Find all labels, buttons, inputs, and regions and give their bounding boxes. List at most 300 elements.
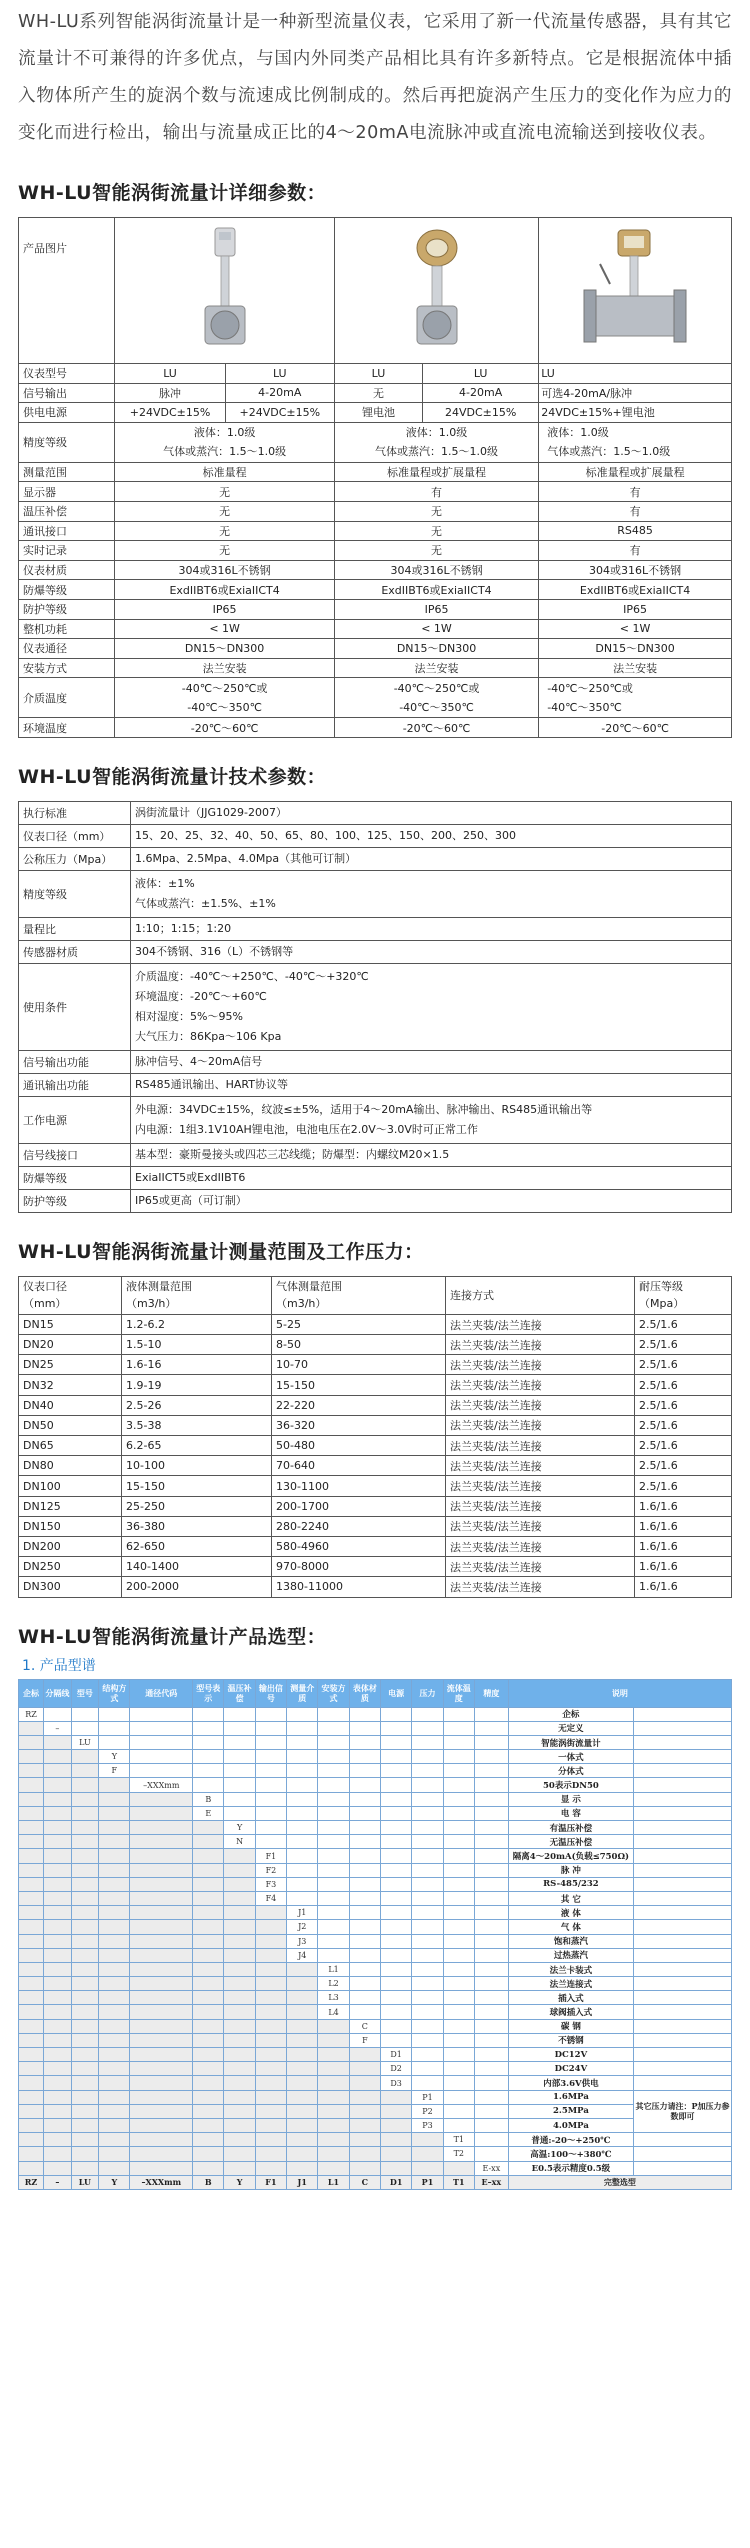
selection-spacer bbox=[255, 1764, 286, 1778]
tech-label: 防爆等级 bbox=[19, 1166, 131, 1189]
range-cell: 2.5/1.6 bbox=[635, 1415, 732, 1435]
selection-spacer bbox=[71, 2147, 99, 2161]
range-cell: 法兰夹装/法兰连接 bbox=[446, 1335, 635, 1355]
selection-spacer bbox=[634, 1948, 732, 1962]
range-cell: 50-480 bbox=[272, 1436, 446, 1456]
selection-row bbox=[19, 2019, 732, 2033]
selection-spacer bbox=[349, 1991, 380, 2005]
selection-spacer bbox=[255, 1962, 286, 1976]
selection-spacer bbox=[255, 2076, 286, 2090]
selection-spacer bbox=[474, 2076, 508, 2090]
selection-spacer bbox=[381, 1920, 412, 1934]
selection-spacer bbox=[44, 2090, 72, 2104]
selection-spacer bbox=[443, 1948, 474, 1962]
selection-spacer bbox=[349, 1977, 380, 1991]
tech-row bbox=[19, 801, 732, 824]
section4-subheading: 1. 产品型谱 bbox=[22, 1657, 96, 1674]
selection-header-cell: 表体材质 bbox=[349, 1679, 380, 1707]
selection-row bbox=[19, 1863, 732, 1877]
selection-spacer bbox=[224, 1906, 255, 1920]
selection-spacer bbox=[349, 2118, 380, 2132]
selection-spacer bbox=[443, 1920, 474, 1934]
selection-row bbox=[19, 1977, 732, 1991]
tech-label: 防护等级 bbox=[19, 1189, 131, 1212]
tech-label: 工作电源 bbox=[19, 1096, 131, 1143]
param-value: 24VDC±15% bbox=[423, 403, 539, 423]
selection-spacer bbox=[19, 2076, 44, 2090]
selection-spacer bbox=[44, 2104, 72, 2118]
selection-spacer bbox=[255, 1920, 286, 1934]
selection-spacer bbox=[318, 2019, 349, 2033]
selection-spacer bbox=[255, 1707, 286, 1721]
tech-value bbox=[131, 963, 732, 1050]
selection-spacer bbox=[19, 2048, 44, 2062]
selection-spacer bbox=[224, 1991, 255, 2005]
selection-spacer bbox=[634, 1707, 732, 1721]
selection-spacer bbox=[224, 1948, 255, 1962]
selection-spacer bbox=[287, 1849, 318, 1863]
selection-spacer bbox=[99, 2090, 130, 2104]
tech-row bbox=[19, 1096, 732, 1143]
selection-spacer bbox=[99, 1863, 130, 1877]
tech-label: 公称压力（Mpa） bbox=[19, 847, 131, 870]
param-value: 有 bbox=[334, 482, 538, 502]
selection-row bbox=[19, 2062, 732, 2076]
tech-row bbox=[19, 917, 732, 940]
selection-spacer bbox=[443, 1806, 474, 1820]
selection-desc: 智能涡街流量计 bbox=[508, 1735, 633, 1749]
section3-heading: WH-LU智能涡街流量计测量范围及工作压力： bbox=[18, 1240, 424, 1263]
tech-value bbox=[131, 847, 732, 870]
selection-spacer bbox=[287, 2133, 318, 2147]
selection-row bbox=[19, 1835, 732, 1849]
selection-spacer bbox=[381, 2005, 412, 2019]
selection-spacer bbox=[349, 2133, 380, 2147]
selection-spacer bbox=[381, 1707, 412, 1721]
selection-spacer bbox=[443, 2048, 474, 2062]
selection-spacer bbox=[19, 1849, 44, 1863]
selection-spacer bbox=[224, 1792, 255, 1806]
final-code: T1 bbox=[443, 2175, 474, 2189]
range-row bbox=[19, 1536, 732, 1556]
selection-spacer bbox=[99, 1991, 130, 2005]
flowmeter-display-image bbox=[402, 224, 472, 354]
selection-row bbox=[19, 1778, 732, 1792]
selection-spacer bbox=[71, 1962, 99, 1976]
param-value: 法兰安装 bbox=[539, 658, 732, 678]
selection-row bbox=[19, 1920, 732, 1934]
tech-row bbox=[19, 1073, 732, 1096]
value-line: 液体：1.0级 bbox=[547, 426, 609, 440]
selection-spacer bbox=[443, 2005, 474, 2019]
selection-spacer bbox=[412, 1906, 443, 1920]
range-cell: 1.6/1.6 bbox=[635, 1557, 732, 1577]
param-row bbox=[19, 599, 732, 619]
selection-spacer bbox=[412, 1948, 443, 1962]
param-value: LU bbox=[225, 364, 334, 384]
selection-spacer bbox=[130, 1721, 193, 1735]
selection-spacer bbox=[193, 1891, 224, 1905]
selection-code: LU bbox=[71, 1735, 99, 1749]
selection-desc: 插入式 bbox=[508, 1991, 633, 2005]
selection-desc: 高温:100～+380℃ bbox=[508, 2147, 633, 2161]
selection-spacer bbox=[443, 2161, 474, 2175]
final-code: –XXXmm bbox=[130, 2175, 193, 2189]
selection-spacer bbox=[99, 2019, 130, 2033]
selection-spacer bbox=[634, 1778, 732, 1792]
selection-spacer bbox=[99, 1806, 130, 1820]
selection-spacer bbox=[71, 1778, 99, 1792]
selection-row bbox=[19, 2090, 732, 2104]
final-code: RZ bbox=[19, 2175, 44, 2189]
selection-spacer bbox=[634, 2161, 732, 2175]
selection-spacer bbox=[193, 2090, 224, 2104]
selection-spacer bbox=[255, 1906, 286, 1920]
selection-spacer bbox=[412, 1806, 443, 1820]
range-cell: 法兰夹装/法兰连接 bbox=[446, 1516, 635, 1536]
selection-spacer bbox=[349, 1849, 380, 1863]
param-value: +24VDC±15% bbox=[225, 403, 334, 423]
selection-spacer bbox=[71, 1835, 99, 1849]
selection-spacer bbox=[381, 1977, 412, 1991]
selection-spacer bbox=[130, 1750, 193, 1764]
selection-spacer bbox=[224, 2033, 255, 2047]
selection-row bbox=[19, 1877, 732, 1891]
selection-spacer bbox=[443, 2090, 474, 2104]
selection-spacer bbox=[443, 1977, 474, 1991]
selection-spacer bbox=[412, 1977, 443, 1991]
selection-spacer bbox=[44, 1849, 72, 1863]
tech-value-line: 大气压力：86Kpa～106 Kpa bbox=[135, 1029, 282, 1043]
selection-spacer bbox=[318, 1920, 349, 1934]
selection-spacer bbox=[443, 2118, 474, 2132]
selection-spacer bbox=[71, 1920, 99, 1934]
tech-row bbox=[19, 1143, 732, 1166]
selection-spacer bbox=[318, 2147, 349, 2161]
selection-spacer bbox=[71, 1863, 99, 1877]
selection-spacer bbox=[381, 1906, 412, 1920]
range-cell: DN32 bbox=[19, 1375, 122, 1395]
selection-spacer bbox=[474, 1863, 508, 1877]
selection-code: F4 bbox=[255, 1891, 286, 1905]
range-cell: 200-1700 bbox=[272, 1496, 446, 1516]
selection-spacer bbox=[71, 1877, 99, 1891]
range-cell: 法兰夹装/法兰连接 bbox=[446, 1436, 635, 1456]
selection-final-row bbox=[19, 2175, 732, 2189]
selection-spacer bbox=[287, 2005, 318, 2019]
selection-row bbox=[19, 1707, 732, 1721]
selection-spacer bbox=[224, 1721, 255, 1735]
selection-spacer bbox=[381, 2161, 412, 2175]
tech-value bbox=[131, 1050, 732, 1073]
selection-spacer bbox=[193, 1977, 224, 1991]
selection-spacer bbox=[224, 1750, 255, 1764]
selection-spacer bbox=[193, 1920, 224, 1934]
selection-spacer bbox=[19, 1920, 44, 1934]
selection-spacer bbox=[44, 1877, 72, 1891]
selection-desc: 饱和蒸汽 bbox=[508, 1934, 633, 1948]
selection-row bbox=[19, 1991, 732, 2005]
selection-row bbox=[19, 1721, 732, 1735]
selection-spacer bbox=[634, 1721, 732, 1735]
selection-spacer bbox=[318, 1934, 349, 1948]
range-cell: 36-380 bbox=[122, 1516, 272, 1536]
selection-spacer bbox=[634, 2133, 732, 2147]
selection-spacer bbox=[71, 1977, 99, 1991]
selection-desc: 50表示DN50 bbox=[508, 1778, 633, 1792]
range-cell: DN65 bbox=[19, 1436, 122, 1456]
range-cell: 36-320 bbox=[272, 1415, 446, 1435]
param-value: 无 bbox=[334, 541, 538, 561]
selection-spacer bbox=[443, 1962, 474, 1976]
selection-spacer bbox=[318, 1721, 349, 1735]
selection-header-cell: 精度 bbox=[474, 1679, 508, 1707]
range-cell: DN300 bbox=[19, 1577, 122, 1597]
selection-spacer bbox=[443, 1821, 474, 1835]
param-value: -20℃～60℃ bbox=[115, 718, 334, 738]
range-cell: DN100 bbox=[19, 1476, 122, 1496]
selection-desc: 有温压补偿 bbox=[508, 1821, 633, 1835]
selection-spacer bbox=[130, 1849, 193, 1863]
selection-spacer bbox=[381, 1962, 412, 1976]
selection-spacer bbox=[474, 1991, 508, 2005]
selection-spacer bbox=[349, 1906, 380, 1920]
param-value-multiline bbox=[539, 678, 732, 718]
header-line: （m3/h） bbox=[276, 1297, 327, 1311]
selection-spacer bbox=[381, 2090, 412, 2104]
selection-spacer bbox=[130, 1891, 193, 1905]
selection-spacer bbox=[634, 1877, 732, 1891]
selection-spacer bbox=[19, 2104, 44, 2118]
selection-spacer bbox=[412, 2005, 443, 2019]
selection-spacer bbox=[71, 2118, 99, 2132]
selection-spacer bbox=[224, 2005, 255, 2019]
selection-spacer bbox=[193, 1962, 224, 1976]
selection-spacer bbox=[19, 1821, 44, 1835]
range-cell: 22-220 bbox=[272, 1395, 446, 1415]
selection-spacer bbox=[474, 2033, 508, 2047]
selection-spacer bbox=[255, 2033, 286, 2047]
selection-spacer bbox=[474, 1877, 508, 1891]
selection-spacer bbox=[443, 1792, 474, 1806]
selection-spacer bbox=[224, 1707, 255, 1721]
param-value: LU bbox=[423, 364, 539, 384]
param-value-multiline bbox=[115, 678, 334, 718]
param-value: < 1W bbox=[539, 619, 732, 639]
param-value: 无 bbox=[115, 521, 334, 541]
selection-spacer bbox=[287, 1863, 318, 1877]
selection-spacer bbox=[443, 1707, 474, 1721]
range-cell: 法兰夹装/法兰连接 bbox=[446, 1536, 635, 1556]
selection-spacer bbox=[381, 1806, 412, 1820]
param-label: 仪表通径 bbox=[19, 639, 115, 659]
selection-spacer bbox=[412, 1863, 443, 1877]
param-value: IP65 bbox=[539, 599, 732, 619]
param-row bbox=[19, 521, 732, 541]
selection-spacer bbox=[381, 1764, 412, 1778]
selection-spacer bbox=[130, 2104, 193, 2118]
selection-spacer bbox=[130, 1735, 193, 1749]
tech-value bbox=[131, 1096, 732, 1143]
selection-spacer bbox=[130, 1906, 193, 1920]
param-row bbox=[19, 580, 732, 600]
selection-row bbox=[19, 1849, 732, 1863]
selection-code: L3 bbox=[318, 1991, 349, 2005]
selection-code: L4 bbox=[318, 2005, 349, 2019]
selection-spacer bbox=[412, 1934, 443, 1948]
selection-spacer bbox=[474, 1948, 508, 1962]
param-label: 介质温度 bbox=[19, 678, 115, 718]
param-row bbox=[19, 541, 732, 561]
selection-spacer bbox=[44, 1948, 72, 1962]
selection-spacer bbox=[71, 1750, 99, 1764]
selection-row bbox=[19, 2118, 732, 2132]
param-value: +24VDC±15% bbox=[115, 403, 225, 423]
selection-spacer bbox=[381, 1934, 412, 1948]
selection-spacer bbox=[44, 2147, 72, 2161]
selection-spacer bbox=[318, 1735, 349, 1749]
param-value: 无 bbox=[115, 482, 334, 502]
selection-desc: 不锈钢 bbox=[508, 2033, 633, 2047]
final-code: Y bbox=[99, 2175, 130, 2189]
selection-spacer bbox=[349, 1877, 380, 1891]
selection-spacer bbox=[255, 2090, 286, 2104]
param-value: 无 bbox=[334, 521, 538, 541]
selection-code: T2 bbox=[443, 2147, 474, 2161]
selection-spacer bbox=[99, 2147, 130, 2161]
selection-spacer bbox=[412, 1920, 443, 1934]
selection-spacer bbox=[193, 1835, 224, 1849]
param-value: < 1W bbox=[334, 619, 538, 639]
selection-spacer bbox=[287, 2033, 318, 2047]
value-line: -40℃～250℃或 bbox=[547, 681, 633, 695]
selection-spacer bbox=[474, 1920, 508, 1934]
tech-value bbox=[131, 870, 732, 917]
param-value: 无 bbox=[334, 383, 422, 403]
final-code: E–xx bbox=[474, 2175, 508, 2189]
selection-spacer bbox=[634, 1750, 732, 1764]
selection-spacer bbox=[19, 2005, 44, 2019]
range-row bbox=[19, 1577, 732, 1597]
range-cell: 3.5-38 bbox=[122, 1415, 272, 1435]
header-line: 气体测量范围 bbox=[276, 1280, 342, 1294]
range-cell: DN150 bbox=[19, 1516, 122, 1536]
selection-spacer bbox=[44, 2161, 72, 2175]
final-code: F1 bbox=[255, 2175, 286, 2189]
selection-spacer bbox=[287, 2104, 318, 2118]
range-row bbox=[19, 1456, 732, 1476]
param-label: 实时记录 bbox=[19, 541, 115, 561]
selection-spacer bbox=[130, 2090, 193, 2104]
selection-spacer bbox=[474, 1735, 508, 1749]
selection-spacer bbox=[287, 2147, 318, 2161]
selection-spacer bbox=[130, 1877, 193, 1891]
selection-spacer bbox=[71, 2090, 99, 2104]
selection-spacer bbox=[130, 1934, 193, 1948]
param-value: DN15～DN300 bbox=[115, 639, 334, 659]
selection-spacer bbox=[71, 1707, 99, 1721]
selection-row bbox=[19, 2147, 732, 2161]
selection-spacer bbox=[193, 1735, 224, 1749]
selection-spacer bbox=[349, 1778, 380, 1792]
param-label: 精度等级 bbox=[19, 422, 115, 462]
selection-code: F bbox=[349, 2033, 380, 2047]
selection-spacer bbox=[318, 1764, 349, 1778]
selection-header-cell: 安装方式 bbox=[318, 1679, 349, 1707]
selection-spacer bbox=[255, 1792, 286, 1806]
range-cell: 法兰夹装/法兰连接 bbox=[446, 1577, 635, 1597]
selection-header-cell: 通径代码 bbox=[130, 1679, 193, 1707]
selection-spacer bbox=[349, 1891, 380, 1905]
range-header-cell bbox=[635, 1276, 732, 1314]
selection-spacer bbox=[224, 2104, 255, 2118]
selection-spacer bbox=[318, 1806, 349, 1820]
selection-spacer bbox=[381, 2118, 412, 2132]
selection-spacer bbox=[99, 1948, 130, 1962]
selection-spacer bbox=[318, 2118, 349, 2132]
selection-spacer bbox=[381, 1735, 412, 1749]
param-row bbox=[19, 383, 732, 403]
selection-header-cell: 测量介质 bbox=[287, 1679, 318, 1707]
tech-value bbox=[131, 1189, 732, 1212]
section2-heading: WH-LU智能涡街流量计技术参数： bbox=[18, 765, 327, 788]
range-cell: DN25 bbox=[19, 1355, 122, 1375]
selection-spacer bbox=[318, 1877, 349, 1891]
selection-header-cell: 流体温度 bbox=[443, 1679, 474, 1707]
selection-code: F1 bbox=[255, 1849, 286, 1863]
selection-spacer bbox=[474, 1721, 508, 1735]
selection-spacer bbox=[44, 2118, 72, 2132]
selection-spacer bbox=[634, 1977, 732, 1991]
selection-spacer bbox=[71, 1764, 99, 1778]
selection-spacer bbox=[255, 2133, 286, 2147]
selection-spacer bbox=[193, 1934, 224, 1948]
selection-spacer bbox=[287, 1877, 318, 1891]
final-code: C bbox=[349, 2175, 380, 2189]
photo-row bbox=[19, 218, 732, 364]
param-value: 304或316L不锈钢 bbox=[539, 560, 732, 580]
selection-spacer bbox=[287, 1735, 318, 1749]
selection-spacer bbox=[19, 2118, 44, 2132]
param-value: IP65 bbox=[334, 599, 538, 619]
tech-label: 仪表口径（mm） bbox=[19, 824, 131, 847]
tech-label: 精度等级 bbox=[19, 870, 131, 917]
selection-spacer bbox=[44, 1977, 72, 1991]
tech-value-line: 介质温度：-40℃～+250℃、-40℃～+320℃ bbox=[135, 969, 369, 983]
selection-spacer bbox=[99, 2161, 130, 2175]
selection-spacer bbox=[474, 2118, 508, 2132]
selection-spacer bbox=[224, 2147, 255, 2161]
selection-header-cell: 压力 bbox=[412, 1679, 443, 1707]
range-cell: 法兰夹装/法兰连接 bbox=[446, 1496, 635, 1516]
selection-desc: 法兰连接式 bbox=[508, 1977, 633, 1991]
selection-code: F3 bbox=[255, 1877, 286, 1891]
selection-spacer bbox=[224, 1877, 255, 1891]
selection-desc: 球阀插入式 bbox=[508, 2005, 633, 2019]
tech-value bbox=[131, 940, 732, 963]
selection-spacer bbox=[349, 1835, 380, 1849]
selection-spacer bbox=[287, 1891, 318, 1905]
selection-spacer bbox=[474, 1934, 508, 1948]
selection-spacer bbox=[349, 2076, 380, 2090]
selection-spacer bbox=[19, 2161, 44, 2175]
selection-desc: 电 容 bbox=[508, 1806, 633, 1820]
final-code: – bbox=[44, 2175, 72, 2189]
selection-spacer bbox=[19, 2019, 44, 2033]
tech-row bbox=[19, 1050, 732, 1073]
selection-spacer bbox=[412, 1735, 443, 1749]
selection-spacer bbox=[193, 2005, 224, 2019]
